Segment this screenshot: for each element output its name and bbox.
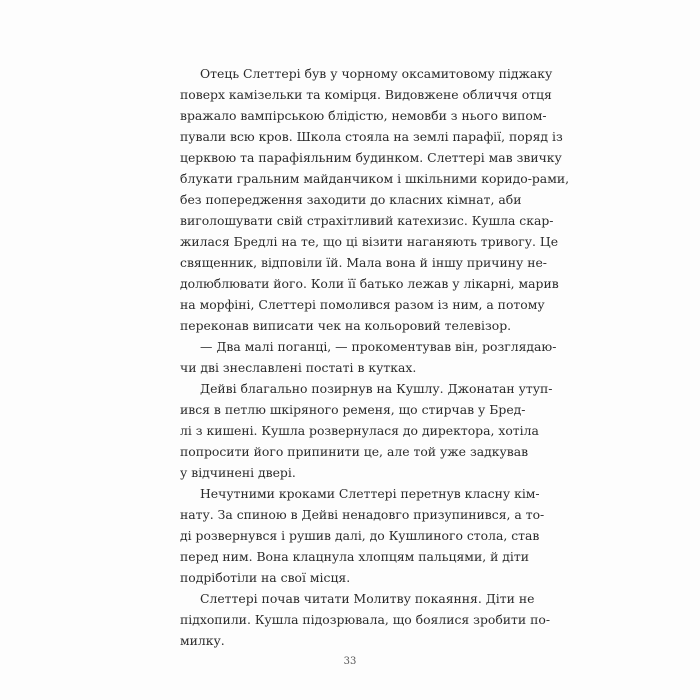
text-line: чи дві знеславлені постаті в кутках. — [180, 360, 417, 375]
text-line: ді розвернувся і рушив далі, до Кушлиного стола, став — [180, 528, 540, 543]
page-number: 33 — [343, 656, 357, 667]
text-line: — Два малі поганці, — прокоментував він, розглядаю- — [200, 339, 557, 354]
text-line: попросити його припинити це, але той уже задкував — [180, 444, 529, 459]
text-line: церквою та парафіяльним будинком. Слеттері мав звичку — [180, 150, 562, 165]
text-line: поверх камізельки та комірця. Видовжене обличчя отця — [180, 87, 552, 102]
text-line: жилася Бредлі на те, що ці візити наганяють тривогу. Це — [180, 234, 559, 249]
text-line: перед ним. Вона клацнула хлопцям пальцями, й діти — [180, 549, 529, 564]
text-line: лі з кишені. Кушла розвернулася до директора, хотіла — [180, 423, 539, 438]
text-line: подріботіли на свої місця. — [180, 570, 351, 585]
text-line: у відчинені двері. — [180, 465, 296, 480]
text-line: Слеттері почав читати Молитву покаяння. Діти не — [200, 591, 535, 606]
text-line: без попередження заходити до класних кімнат, аби — [180, 192, 522, 207]
text-line: переконав виписати чек на кольоровий телевізор. — [180, 318, 512, 333]
text-line: пували всю кров. Школа стояла на землі парафії, поряд із — [180, 129, 563, 144]
text-line: священник, відповіли їй. Мала вона й іншу причину не- — [180, 255, 547, 270]
text-line: підхопили. Кушла підозрювала, що боялися зробити по- — [180, 612, 551, 627]
text-line: долюблювати його. Коли її батько лежав у лікарні, марив — [180, 276, 559, 291]
text-line: милку. — [180, 633, 225, 648]
text-line: виголошувати свій страхітливий катехизис. Кушла скар- — [180, 213, 554, 228]
text-line: на морфіні, Слеттері помолився разом із ним, а потому — [180, 297, 545, 312]
text-line: нату. За спиною в Дейві ненадовго призупинився, а то- — [180, 507, 545, 522]
text-line: блукати гральним майданчиком і шкільними коридо-рами, — [180, 171, 570, 186]
text-line: ився в петлю шкіряного ременя, що стирчав у Бред- — [180, 402, 526, 417]
text-line: вражало вампірською блідістю, немовби з нього випом- — [180, 108, 547, 123]
text-line: Нечутними кроками Слеттері перетнув класну кім- — [200, 486, 540, 501]
text-line: Отець Слеттері був у чорному оксамитовому піджаку — [200, 66, 553, 81]
text-line: Дейві благально позирнув на Кушлу. Джонатан утуп- — [200, 381, 553, 396]
